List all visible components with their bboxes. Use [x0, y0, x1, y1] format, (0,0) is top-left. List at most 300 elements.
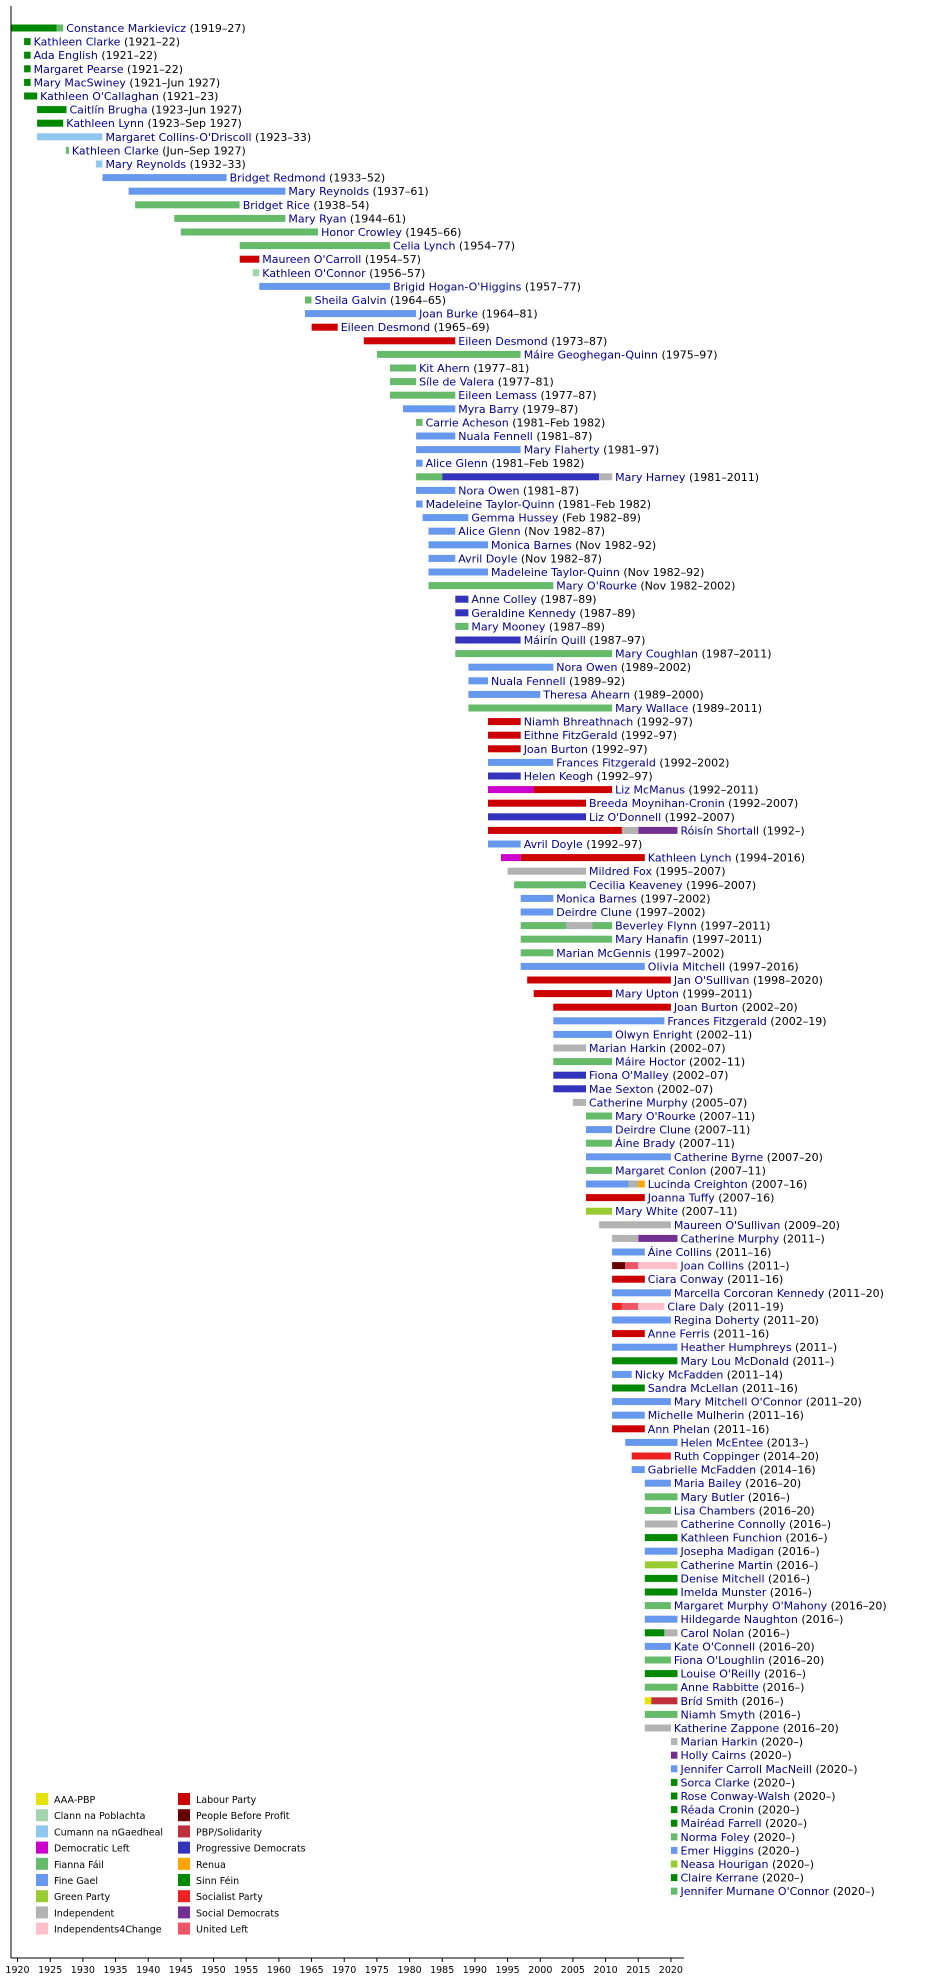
term-bar: [586, 1140, 612, 1147]
member-label: [589, 797, 798, 810]
term-bar: [612, 1330, 645, 1337]
term-bar: [501, 854, 521, 861]
term-bar: [625, 1262, 638, 1269]
member-name[interactable]: Monica Barnes: [491, 538, 572, 552]
member-name[interactable]: Helen McEntee: [680, 1436, 764, 1450]
member-term: (1981–97): [599, 443, 660, 457]
member-name[interactable]: Mary Flaherty: [523, 443, 600, 457]
term-bar: [429, 528, 456, 535]
term-bar: [240, 242, 390, 249]
member-name[interactable]: Mary Reynolds: [288, 185, 370, 199]
member-label: [262, 267, 425, 280]
member-name[interactable]: Madeleine Taylor-Quinn: [491, 566, 620, 579]
member-label: [491, 539, 656, 552]
member-name[interactable]: Fiona O'Loughlin: [673, 1654, 765, 1667]
term-bar: [468, 691, 540, 698]
term-bar: [553, 1058, 612, 1065]
member-name[interactable]: Louise O'Reilly: [680, 1667, 761, 1681]
member-label: [635, 1368, 783, 1381]
member-label: [681, 1436, 809, 1449]
member-label: [681, 1572, 811, 1585]
legend-label: Independents4Change: [54, 1924, 162, 1936]
member-name[interactable]: Imelda Munster: [680, 1586, 767, 1599]
member-term: (2011–20): [824, 1286, 884, 1300]
member-name[interactable]: Mary Reynolds: [105, 158, 187, 171]
x-tick-label: 1940: [136, 1965, 161, 1976]
member-term: (2002–20): [738, 1001, 798, 1015]
member-term: (2016–20): [764, 1654, 825, 1667]
term-bar: [429, 555, 456, 562]
member-label: [680, 1885, 875, 1898]
term-bar: [403, 405, 455, 412]
member-name[interactable]: Joan Collins: [680, 1259, 744, 1273]
member-name[interactable]: Mary Butler: [680, 1490, 745, 1504]
member-term: (2020–): [754, 1844, 800, 1858]
member-name[interactable]: Margaret Pearse: [33, 62, 124, 76]
member-name[interactable]: Bríd Smith: [680, 1694, 739, 1708]
member-name[interactable]: Avril Doyle: [523, 838, 583, 851]
member-name[interactable]: Jennifer Carroll MacNeill: [680, 1762, 812, 1776]
member-name[interactable]: Mae Sexton: [589, 1082, 654, 1096]
legend-swatch: [36, 1809, 48, 1821]
member-name[interactable]: Helen Keogh: [523, 770, 594, 783]
term-bar: [632, 1453, 671, 1460]
term-bar: [645, 1629, 665, 1636]
member-name[interactable]: Róisín Shortall: [680, 824, 760, 838]
member-term: (2016–): [760, 1667, 807, 1681]
member-name[interactable]: Áine Brady: [615, 1137, 676, 1151]
x-tick-label: 1965: [299, 1965, 324, 1976]
member-term: (2014–16): [756, 1463, 816, 1477]
member-term: (1921–22): [123, 62, 184, 76]
member-term: (1997–2016): [725, 960, 799, 974]
member-name[interactable]: Gemma Hussey: [471, 511, 559, 525]
member-name[interactable]: Claire Kerrane: [680, 1871, 759, 1885]
term-bar: [586, 1153, 671, 1160]
member-name[interactable]: Geraldine Kennedy: [471, 606, 576, 620]
member-name[interactable]: Margaret Conlon: [615, 1164, 707, 1178]
member-name[interactable]: Catherine Connolly: [680, 1518, 786, 1531]
term-bar: [553, 1031, 612, 1038]
member-name[interactable]: Breeda Moynihan-Cronin: [589, 797, 725, 811]
member-term: (2016–): [782, 1531, 828, 1545]
member-term: (2011–14): [723, 1368, 783, 1382]
member-label: [648, 960, 799, 973]
member-label: [615, 702, 762, 715]
member-name[interactable]: Eileen Desmond: [458, 334, 548, 348]
member-name[interactable]: Eithne FitzGerald: [523, 729, 618, 743]
member-label: [66, 117, 241, 130]
member-label: [681, 1232, 825, 1245]
term-bar: [455, 637, 520, 644]
member-name[interactable]: Anne Rabbitte: [680, 1681, 759, 1695]
member-term: (1995–2007): [651, 865, 726, 879]
legend-label: Labour Party: [196, 1795, 257, 1806]
member-name[interactable]: Maureen O'Carroll: [262, 253, 362, 267]
member-label: [673, 974, 823, 987]
term-bar: [573, 1099, 586, 1106]
member-name[interactable]: Jennifer Murnane O'Connor: [680, 1885, 830, 1899]
member-term: (1994–2016): [731, 851, 806, 865]
member-name[interactable]: Nuala Fennell: [458, 430, 533, 443]
term-bar: [622, 1303, 638, 1310]
member-name[interactable]: Anne Ferris: [647, 1327, 710, 1341]
member-name[interactable]: Maureen O'Sullivan: [673, 1218, 781, 1232]
term-bar: [488, 800, 586, 807]
x-tick-label: 1960: [266, 1965, 291, 1976]
member-name[interactable]: Carol Nolan: [680, 1626, 745, 1640]
legend-label: Fine Gael: [54, 1876, 98, 1887]
member-name[interactable]: Caitlín Brugha: [69, 103, 148, 117]
member-name[interactable]: Marian McGennis: [556, 946, 651, 960]
member-name[interactable]: Marian Harkin: [589, 1042, 666, 1055]
term-bar: [429, 569, 489, 576]
term-bar: [442, 473, 599, 480]
member-name[interactable]: Mary Mitchell O'Connor: [673, 1395, 803, 1409]
member-label: [674, 1219, 840, 1232]
member-label: [262, 253, 421, 266]
term-bar: [364, 337, 456, 344]
member-name[interactable]: Neasa Hourigan: [680, 1858, 769, 1871]
member-term: (2005–07): [687, 1096, 748, 1110]
member-label: [426, 498, 651, 511]
member-name[interactable]: Fiona O'Malley: [589, 1069, 669, 1083]
member-term: (1992–2007): [661, 810, 735, 824]
member-name[interactable]: Marcella Corcoran Kennedy: [673, 1286, 825, 1300]
legend-swatch: [36, 1793, 48, 1805]
member-name[interactable]: Alice Glenn: [458, 525, 521, 539]
member-name[interactable]: Frances Fitzgerald: [556, 756, 656, 770]
member-label: [524, 444, 660, 457]
member-name[interactable]: Nora Owen: [458, 484, 520, 498]
member-label: [667, 1015, 826, 1028]
member-name[interactable]: Ruth Coppinger: [673, 1450, 760, 1463]
term-bar: [416, 487, 455, 494]
member-name[interactable]: Mary O'Rourke: [615, 1110, 696, 1123]
member-term: (1987–2011): [697, 647, 772, 661]
member-name[interactable]: Ciara Conway: [647, 1273, 724, 1287]
member-label: [648, 1464, 816, 1477]
term-bar: [11, 25, 57, 32]
member-name[interactable]: Kathleen Clarke: [71, 144, 159, 158]
member-name[interactable]: Joan Burton: [523, 742, 588, 756]
term-bar: [671, 1820, 678, 1827]
member-name[interactable]: Marian Harkin: [680, 1735, 758, 1749]
member-name[interactable]: Joan Burke: [419, 307, 479, 321]
member-name[interactable]: Máire Geoghegan-Quinn: [523, 348, 658, 362]
member-name[interactable]: Catherine Martin: [680, 1558, 773, 1572]
member-label: [458, 389, 596, 402]
member-name[interactable]: Mary Mooney: [471, 620, 546, 634]
member-term: (1975–97): [657, 348, 718, 362]
member-name[interactable]: Catherine Byrne: [673, 1150, 764, 1164]
legend-label: Independent: [54, 1908, 115, 1920]
term-bar: [671, 1888, 678, 1895]
member-name[interactable]: Brigid Hogan-O'Higgins: [393, 280, 522, 294]
member-name[interactable]: Kathleen Funchion: [680, 1531, 783, 1545]
term-bar: [638, 1181, 645, 1188]
member-name[interactable]: Mary Hanafin: [615, 933, 689, 947]
member-name[interactable]: Mary Upton: [615, 987, 679, 1001]
member-name[interactable]: Katherine Zappone: [673, 1722, 780, 1735]
member-name[interactable]: Liz O'Donnell: [589, 810, 662, 824]
member-term: (1964–65): [386, 294, 447, 307]
member-term: (2007–11): [677, 1205, 738, 1219]
member-name[interactable]: Joanna Tuffy: [647, 1191, 715, 1205]
term-bar: [181, 229, 318, 236]
member-label: [681, 1736, 804, 1749]
member-term: (1992–97): [593, 770, 653, 783]
x-tick-label: 1980: [397, 1965, 422, 1976]
term-bar: [612, 1412, 645, 1419]
member-label: [418, 308, 538, 321]
term-bar: [612, 1385, 645, 1392]
member-term: (2020–): [758, 1871, 804, 1885]
member-label: [471, 593, 596, 606]
member-name[interactable]: Maria Bailey: [673, 1477, 742, 1491]
legend-label: Green Party: [54, 1892, 111, 1904]
legend-label: People Before Profit: [196, 1811, 290, 1823]
member-term: (2011–): [779, 1232, 825, 1246]
term-bar: [429, 582, 554, 589]
member-name[interactable]: Sandra McLellan: [647, 1382, 739, 1395]
term-bar: [612, 1276, 645, 1283]
x-tick-label: 1990: [462, 1965, 487, 1976]
member-name[interactable]: Liz McManus: [615, 783, 686, 797]
member-label: [648, 1273, 783, 1286]
term-bar: [135, 201, 240, 208]
legend-label: Social Democrats: [196, 1908, 280, 1920]
member-term: (1932–33): [186, 158, 246, 171]
member-label: [393, 240, 515, 253]
member-name[interactable]: Máire Hoctor: [615, 1055, 686, 1069]
member-label: [315, 294, 447, 307]
member-label: [556, 906, 705, 919]
member-name[interactable]: Lisa Chambers: [673, 1504, 756, 1518]
legend-swatch: [36, 1842, 48, 1854]
member-name[interactable]: Mary Harney: [615, 470, 686, 484]
member-label: [648, 1382, 798, 1395]
member-name[interactable]: Holly Cairns: [680, 1749, 747, 1763]
member-name[interactable]: Constance Markievicz: [66, 22, 187, 35]
term-bar: [24, 93, 37, 100]
member-name[interactable]: Cecilia Keaveney: [589, 878, 683, 892]
member-term: (1921–23): [158, 90, 219, 103]
member-name[interactable]: Margaret Collins-O'Driscoll: [105, 130, 252, 144]
term-bar: [390, 378, 416, 385]
term-bar: [416, 460, 423, 467]
term-bar: [468, 705, 612, 712]
x-tick-label: 1995: [495, 1965, 520, 1976]
term-bar: [671, 1779, 678, 1786]
member-term: (1989–2002): [617, 661, 692, 675]
member-name[interactable]: Josepha Madigan: [680, 1545, 775, 1559]
member-name[interactable]: Ann Phelan: [647, 1422, 710, 1436]
term-bar: [455, 596, 468, 603]
member-name[interactable]: Alice Glenn: [425, 457, 488, 471]
member-label: [556, 947, 724, 960]
legend-label: AAA-PBP: [54, 1795, 96, 1806]
member-name[interactable]: Réada Cronin: [680, 1803, 755, 1817]
member-label: [615, 1124, 750, 1137]
member-name[interactable]: Hildegarde Naughton: [680, 1613, 798, 1627]
term-bar: [566, 922, 592, 929]
member-name[interactable]: Mary Ryan: [288, 212, 347, 226]
member-name[interactable]: Kathleen Lynch: [647, 851, 732, 865]
member-name[interactable]: Kate O'Connell: [673, 1640, 756, 1654]
member-name[interactable]: Mary Coughlan: [615, 647, 698, 661]
member-name[interactable]: Niamh Smyth: [680, 1708, 756, 1722]
member-term: (1979–87): [518, 402, 579, 416]
member-name[interactable]: Margaret Murphy O'Mahony: [673, 1599, 828, 1613]
term-bar: [174, 215, 285, 222]
member-name[interactable]: Mairéad Farrell: [680, 1817, 762, 1831]
member-name[interactable]: Norma Foley: [680, 1830, 750, 1844]
member-name[interactable]: Mary Lou McDonald: [680, 1354, 789, 1368]
term-bar: [527, 977, 671, 984]
member-term: (2016–): [758, 1681, 805, 1695]
member-name[interactable]: Mary Wallace: [615, 702, 689, 715]
member-name[interactable]: Kathleen O'Callaghan: [40, 90, 159, 103]
member-label: [556, 580, 735, 593]
member-name[interactable]: Deirdre Clune: [615, 1123, 691, 1137]
legend-swatch: [178, 1842, 190, 1854]
member-term: (2011–20): [802, 1395, 862, 1409]
term-bar: [24, 65, 31, 72]
member-name[interactable]: Frances Fitzgerald: [667, 1014, 767, 1028]
member-name[interactable]: Jan O'Sullivan: [673, 974, 750, 987]
member-term: (1981–2011): [685, 470, 760, 484]
member-name[interactable]: Sheila Galvin: [314, 294, 387, 307]
member-label: [243, 199, 370, 212]
member-label: [674, 1477, 801, 1490]
member-name[interactable]: Catherine Murphy: [680, 1232, 780, 1246]
member-term: (2014–20): [759, 1450, 820, 1463]
member-name[interactable]: Madeleine Taylor-Quinn: [425, 498, 555, 511]
member-name[interactable]: Nicky McFadden: [634, 1368, 724, 1382]
labels-layer: [34, 22, 887, 1898]
member-term: (2011–16): [744, 1409, 804, 1423]
member-label: [681, 1749, 792, 1762]
member-term: (1996–2007): [682, 878, 757, 892]
member-name[interactable]: Michelle Mulherin: [647, 1409, 745, 1423]
member-name[interactable]: Avril Doyle: [458, 552, 518, 566]
member-term: (2002–19): [766, 1014, 827, 1028]
term-bar: [645, 1548, 678, 1555]
member-name[interactable]: Rose Conway-Walsh: [680, 1790, 791, 1803]
member-name[interactable]: Heather Humphreys: [680, 1341, 792, 1355]
term-bar: [553, 1045, 586, 1052]
member-name[interactable]: Regina Doherty: [673, 1314, 760, 1327]
member-name[interactable]: Mary White: [615, 1205, 678, 1219]
member-term: (1981–Feb 1982): [554, 498, 652, 511]
member-name[interactable]: Mary O'Rourke: [556, 579, 637, 593]
term-bar: [534, 786, 612, 793]
legend-swatch: [178, 1890, 190, 1902]
member-term: (2016–): [785, 1518, 832, 1531]
member-name[interactable]: Theresa Ahearn: [543, 688, 631, 702]
member-name[interactable]: Mildred Fox: [589, 865, 652, 879]
member-name[interactable]: Kathleen O'Connor: [262, 266, 366, 280]
member-name[interactable]: Eileen Desmond: [340, 321, 431, 335]
member-name[interactable]: Olivia Mitchell: [647, 960, 726, 974]
member-name[interactable]: Máirín Quill: [523, 634, 586, 647]
member-term: (2016–): [764, 1572, 811, 1586]
term-bar: [599, 473, 612, 480]
member-term: (1998–2020): [749, 974, 823, 987]
term-bar: [664, 1629, 677, 1636]
term-bar: [521, 909, 554, 916]
member-name[interactable]: Carrie Acheson: [425, 416, 509, 430]
member-name[interactable]: Honor Crowley: [321, 226, 402, 239]
member-name[interactable]: Joan Burton: [673, 1001, 739, 1015]
member-term: (Jun–Sep 1927): [158, 144, 246, 158]
member-name[interactable]: Emer Higgins: [680, 1844, 755, 1858]
member-label: [106, 158, 246, 171]
member-name[interactable]: Olwyn Enright: [615, 1028, 693, 1042]
member-name[interactable]: Eileen Lemass: [458, 389, 537, 403]
member-name[interactable]: Monica Barnes: [556, 892, 637, 906]
member-name[interactable]: Kathleen Lynn: [66, 117, 144, 131]
member-name[interactable]: Bridget Redmond: [229, 171, 326, 185]
member-name[interactable]: Denise Mitchell: [680, 1572, 765, 1586]
member-name[interactable]: Nuala Fennell: [491, 674, 566, 688]
member-label: [615, 1205, 737, 1218]
member-name[interactable]: Anne Colley: [471, 593, 537, 607]
legend-swatch: [178, 1809, 190, 1821]
term-bar: [671, 1833, 678, 1840]
term-bar: [57, 25, 64, 32]
member-name[interactable]: Nora Owen: [556, 661, 618, 675]
member-name[interactable]: Gabrielle McFadden: [647, 1463, 757, 1477]
member-name[interactable]: Kit Ahern: [419, 362, 470, 375]
member-label: [471, 607, 635, 620]
member-name[interactable]: Ada English: [33, 49, 98, 63]
member-name[interactable]: Kathleen Clarke: [33, 35, 121, 49]
term-bar: [586, 1194, 645, 1201]
member-label: [589, 1083, 713, 1096]
x-tick-label: 2020: [658, 1965, 683, 1976]
member-label: [681, 1790, 836, 1803]
member-name[interactable]: Síle de Valera: [419, 375, 495, 389]
member-term: (1956–57): [365, 266, 426, 280]
member-name[interactable]: Celia Lynch: [393, 239, 456, 253]
member-name[interactable]: Clare Daly: [667, 1300, 725, 1314]
member-name[interactable]: Mary MacSwiney: [33, 76, 126, 90]
member-name[interactable]: Beverley Flynn: [615, 919, 697, 933]
term-bar: [586, 1208, 612, 1215]
member-term: (1957–77): [521, 280, 581, 294]
member-name[interactable]: Catherine Murphy: [589, 1096, 688, 1110]
member-label: [491, 675, 625, 688]
member-name[interactable]: Deirdre Clune: [556, 906, 632, 919]
member-name[interactable]: Bridget Rice: [242, 198, 310, 212]
member-term: (1997–2011): [688, 933, 763, 947]
term-bar: [586, 1167, 612, 1174]
member-term: (2011–16): [709, 1422, 770, 1436]
member-name[interactable]: Sorca Clarke: [680, 1776, 750, 1790]
member-name[interactable]: Niamh Bhreathnach: [523, 715, 634, 729]
term-bar: [593, 922, 613, 929]
member-name[interactable]: Lucinda Creighton: [647, 1178, 748, 1191]
member-name[interactable]: Myra Barry: [458, 402, 519, 416]
member-term: (1921–22): [97, 49, 158, 63]
member-label: [491, 566, 704, 579]
member-term: (2020–): [790, 1790, 836, 1803]
x-tick-label: 1920: [5, 1965, 30, 1976]
member-name[interactable]: Áine Collins: [647, 1246, 712, 1259]
term-bar: [645, 1480, 671, 1487]
